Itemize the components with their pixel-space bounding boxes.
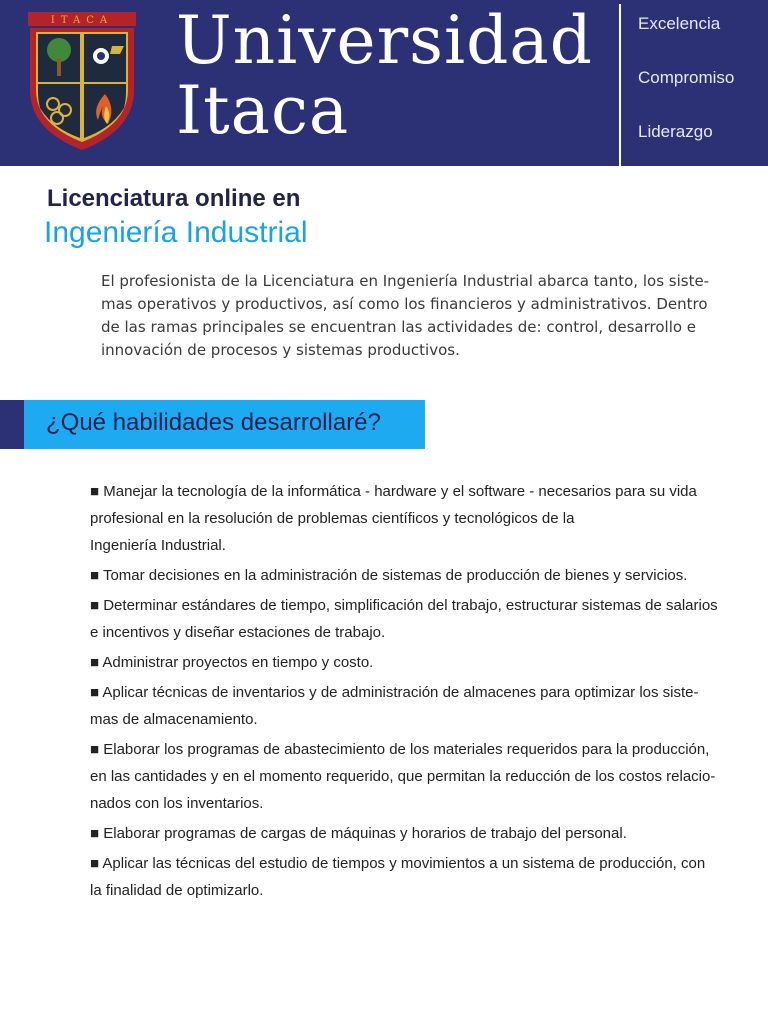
skill-item: [90, 478, 740, 559]
section-header-bar: [24, 400, 425, 449]
skill-item: [90, 820, 740, 847]
skill-line: mas de almacenamiento.: [90, 711, 258, 728]
skill-line: la finalidad de optimizarlo.: [90, 882, 264, 899]
section-accent: [0, 400, 24, 449]
brand-line-2: Itaca: [176, 72, 350, 149]
values-list: [638, 14, 734, 176]
skills-list: [90, 478, 740, 907]
program-title: Ingeniería Industrial: [44, 216, 308, 249]
header-banner: [0, 0, 768, 166]
skill-line: ■ Elaborar programas de cargas de máquinas y horarios de trabajo del personal.: [90, 825, 627, 842]
skill-line: profesional en la resolución de problemas científicos y tecnológicos de la: [90, 510, 575, 527]
program-description: [101, 270, 721, 362]
description-line: innovación de procesos y sistemas productivos.: [101, 341, 460, 359]
skill-line: ■ Elaborar los programas de abastecimiento de los materiales requeridos para la producción,: [90, 741, 710, 758]
skill-line: ■ Determinar estándares de tiempo, simplificación del trabajo, estructurar sistemas de salarios: [90, 597, 718, 614]
description-line: de las ramas principales se encuentran las actividades de: control, desarrollo e: [101, 318, 697, 336]
skill-item: [90, 850, 740, 904]
skill-line: ■ Aplicar técnicas de inventarios y de administración de almacenes para optimizar los siste-: [90, 684, 699, 701]
skill-item: [90, 679, 740, 733]
skill-line: ■ Administrar proyectos en tiempo y costo.: [90, 654, 374, 671]
subtitle: Licenciatura online en: [47, 185, 301, 212]
section-title: ¿Qué habilidades desarrollaré?: [46, 409, 381, 436]
skill-line: Ingeniería Industrial.: [90, 537, 226, 554]
university-name: [176, 2, 593, 149]
skill-line: nados con los inventarios.: [90, 795, 264, 812]
skill-item: [90, 736, 740, 817]
value-excelencia: Excelencia: [638, 14, 721, 33]
skill-item: [90, 592, 740, 646]
header-divider: [619, 4, 621, 166]
skill-line: en las cantidades y en el momento requerido, que permitan la reducción de los costos relacio-: [90, 768, 716, 785]
university-crest-logo: [28, 12, 136, 152]
skill-line: ■ Manejar la tecnología de la informática - hardware y el software - necesarios para su vida: [90, 483, 697, 500]
description-line: El profesionista de la Licenciatura en Ingeniería Industrial abarca tanto, los siste-: [101, 272, 710, 290]
svg-text:ITACA: ITACA: [50, 15, 114, 26]
value-compromiso: Compromiso: [638, 68, 735, 87]
skill-item: [90, 649, 740, 676]
skill-item: [90, 562, 740, 589]
description-line: mas operativos y productivos, así como los financieros y administrativos. Dentro: [101, 295, 708, 313]
skill-line: e incentivos y diseñar estaciones de trabajo.: [90, 624, 386, 641]
value-liderazgo: Liderazgo: [638, 122, 713, 141]
skill-line: ■ Tomar decisiones en la administración de sistemas de producción de bienes y servicios.: [90, 567, 688, 584]
skill-line: ■ Aplicar las técnicas del estudio de tiempos y movimientos a un sistema de producción, con: [90, 855, 706, 872]
brand-line-1: Universidad: [176, 2, 593, 79]
